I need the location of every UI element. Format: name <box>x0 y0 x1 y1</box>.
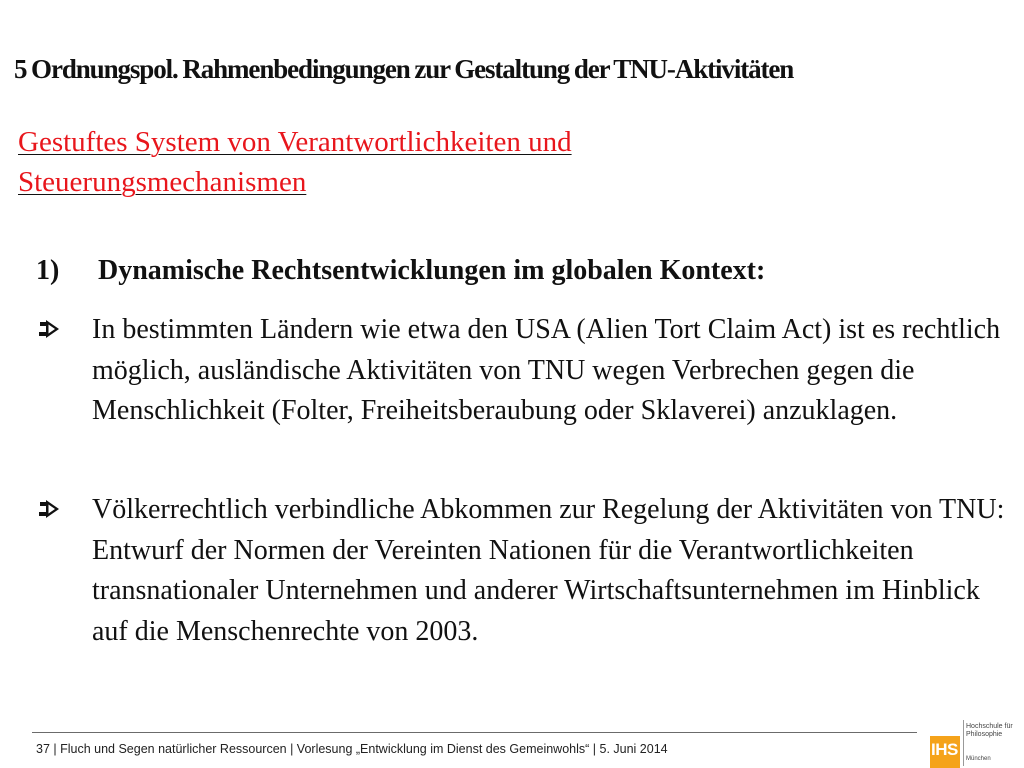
logo-divider <box>963 720 964 766</box>
logo-line: München <box>966 756 991 762</box>
bullet-text: Völkerrechtlich verbindliche Abkommen zur Regelung der Aktivitäten von TNU: Entwurf der Normen der Vereinten Nationen für die Verantwortlichkeiten transnationaler Unternehmen und anderer Wirtschaftsunternehmen im Hinblick auf die Menschenrechte von 2003. <box>92 494 1005 647</box>
logo-line: Hochschule für <box>966 723 1013 730</box>
logo-line: Philosophie <box>966 731 1003 738</box>
section-heading-text: Dynamische Rechtsentwicklungen im globalen Kontext: <box>98 255 766 286</box>
section-heading <box>36 252 996 290</box>
section-number: 1) <box>36 255 60 286</box>
bullet-item <box>36 310 1016 432</box>
arrow-bullet-icon <box>36 310 76 350</box>
slide-subtitle <box>18 122 778 202</box>
subtitle-text: Gestuftes System von Verantwortlichkeiten und Steuerungsmechanismen <box>18 126 572 198</box>
bullet-item <box>36 490 1016 652</box>
footer-text: 37 | Fluch und Segen natürlicher Ressourcen | Vorlesung „Entwicklung im Dienst des Gemeinwohls“ | 5. Juni 2014 <box>36 742 668 756</box>
slide-title: 5 Ordnungspol. Rahmenbedingungen zur Gestaltung der TNU-Aktivitäten <box>14 54 794 84</box>
bullet-text: In bestimmten Ländern wie etwa den USA (Alien Tort Claim Act) ist es rechtlich möglich, ausländische Aktivitäten von TNU wegen Verbrechen gegen die Menschlichkeit (Folter, Freiheitsberaubung oder Sklaverei) anzuklagen. <box>92 314 1001 426</box>
institution-logo <box>928 718 1024 768</box>
arrow-bullet-icon <box>36 490 76 530</box>
footer-divider <box>32 732 917 733</box>
logo-mark: IHS <box>931 740 958 759</box>
